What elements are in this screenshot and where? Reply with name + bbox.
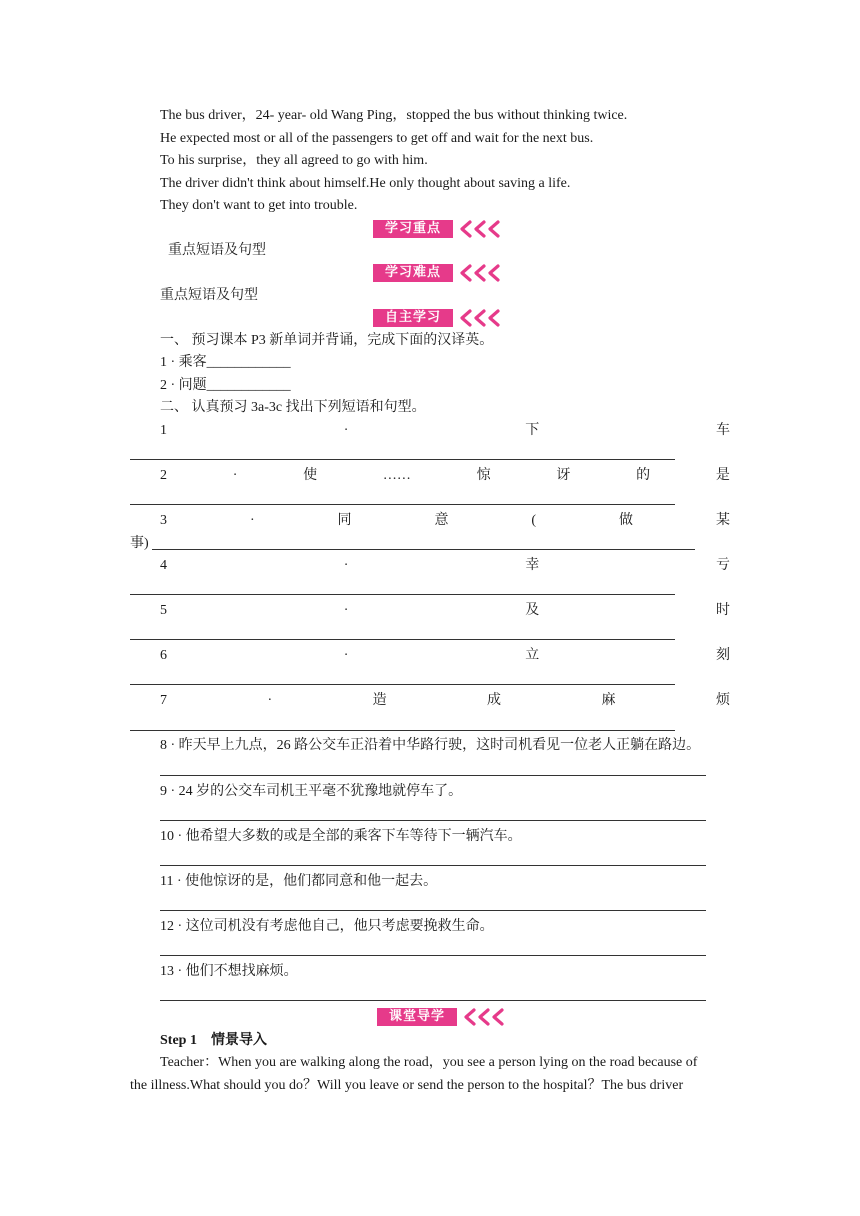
answer-line xyxy=(160,820,706,821)
answer-line xyxy=(160,775,706,776)
phrase-item-3-wrap: 事) xyxy=(130,536,149,551)
intro-line: The bus driver，24- year- old Wang Ping，stopped the bus without thinking twice. xyxy=(160,108,628,123)
intro-line: He expected most or all of the passengers to get off and wait for the next bus. xyxy=(160,131,594,146)
part1-heading: 一、 预习课本 P3 新单词并背诵，完成下面的汉译英。 xyxy=(160,333,494,348)
phrase-item-5: 5 · 及 时 xyxy=(160,603,730,618)
phrase-item-4: 4 · 幸 亏 xyxy=(160,558,730,573)
sentence-item: 13 · 他们不想找麻烦。 xyxy=(160,964,298,979)
badge-label: 课堂导学 xyxy=(377,1008,457,1026)
answer-line xyxy=(130,684,675,685)
section-badge-self-study xyxy=(373,308,523,328)
section-badge-key-points xyxy=(373,219,523,239)
triple-chevron-icon xyxy=(456,308,526,328)
section-badge-difficulties xyxy=(373,263,523,283)
phrase-item-7: 7 · 造 成 麻 烦 xyxy=(160,693,730,708)
intro-line: To his surprise，they all agreed to go with him. xyxy=(160,153,428,168)
answer-line xyxy=(130,730,675,731)
sentence-item: 11 · 使他惊讶的是，他们都同意和他一起去。 xyxy=(160,874,438,889)
answer-line xyxy=(160,1000,706,1001)
phrase-item-6: 6 · 立 刻 xyxy=(160,648,730,663)
step-title: 情景导入 xyxy=(210,1033,267,1048)
badge-label: 学习重点 xyxy=(373,220,453,238)
badge-label: 自主学习 xyxy=(373,309,453,327)
intro-line: They don't want to get into trouble. xyxy=(160,198,358,213)
answer-line xyxy=(130,459,675,460)
teacher-paragraph-line: the illness.What should you do？Will you leave or send the person to the hospital？The bus driver xyxy=(130,1078,684,1093)
sentence-item: 8 · 昨天早上九点，26 路公交车正沿着中华路行驶，这时司机看见一位老人正躺在路边。 xyxy=(160,738,701,753)
step-heading xyxy=(160,1032,267,1050)
answer-line xyxy=(152,549,695,550)
answer-line xyxy=(130,639,675,640)
answer-line xyxy=(160,865,706,866)
triple-chevron-icon xyxy=(460,1007,530,1027)
triple-chevron-icon xyxy=(456,263,526,283)
badge-label: 学习难点 xyxy=(373,264,453,282)
vocab-item: 1 · 乘客____________ xyxy=(160,355,291,370)
part2-heading: 二、 认真预习 3a-3c 找出下列短语和句型。 xyxy=(160,400,426,415)
sentence-item: 10 · 他希望大多数的或是全部的乘客下车等待下一辆汽车。 xyxy=(160,829,522,844)
phrase-item-2: 2 · 使 …… 惊 讶 的 是 xyxy=(160,468,730,483)
intro-line: The driver didn't think about himself.He only thought about saving a life. xyxy=(160,176,571,191)
key-points-text: 重点短语及句型 xyxy=(168,243,266,258)
sentence-item: 9 · 24 岁的公交车司机王平毫不犹豫地就停车了。 xyxy=(160,784,463,799)
step-label: Step 1 xyxy=(160,1033,197,1048)
section-badge-class-guide xyxy=(377,1007,527,1027)
vocab-item: 2 · 问题____________ xyxy=(160,378,291,393)
answer-line xyxy=(130,504,675,505)
phrase-item-1: 1 · 下 车 xyxy=(160,423,730,438)
phrase-item-3: 3 · 同 意 ( 做 某 xyxy=(160,513,730,528)
answer-line xyxy=(160,955,706,956)
teacher-paragraph-line: Teacher：When you are walking along the road，you see a person lying on the road because of xyxy=(160,1055,698,1070)
sentence-item: 12 · 这位司机没有考虑他自己，他只考虑要挽救生命。 xyxy=(160,919,494,934)
difficulties-text: 重点短语及句型 xyxy=(160,288,258,303)
triple-chevron-icon xyxy=(456,219,526,239)
answer-line xyxy=(160,910,706,911)
answer-line xyxy=(130,594,675,595)
